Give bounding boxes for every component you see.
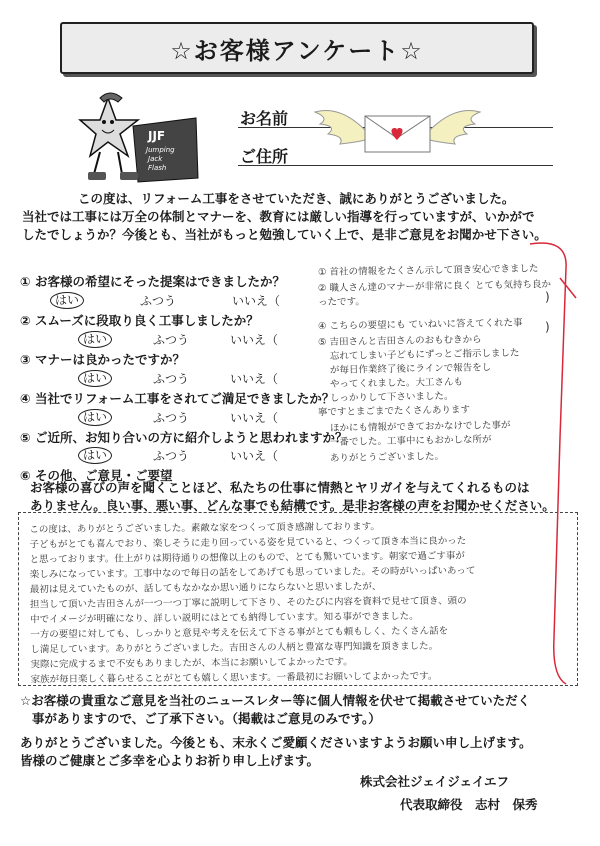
logo-text-flash: Flash	[148, 164, 167, 172]
comment-line: し満足しています。ありがとうございました。吉田さんの人柄と豊富な専門知識を頂きました。	[30, 640, 439, 656]
comment-line: 子どもがとても喜んでおり、楽しそうに走り回っている姿を見ていると、つくって頂き本当に良かった	[29, 535, 467, 551]
handwritten-answer-6b: ほかにも情報ができておかなけでした事が	[329, 419, 511, 435]
comment-line: 担当して頂いた吉田さんが一つ一つ丁寧に説明して下さり、そのたびに内容を資料で見せて頂き、頭の	[29, 595, 467, 611]
question-4-normal[interactable]: ふつう	[152, 411, 189, 425]
address-label: ご住所	[240, 147, 289, 166]
question-3-no[interactable]: いいえ（	[229, 372, 278, 386]
thanks-line-2: 皆様のご健康とご多幸を心よりお祈り申し上げます。	[20, 753, 320, 768]
handwritten-answer-5a: ⑤ 吉田さんと吉田さんのおもむきから	[317, 334, 482, 349]
logo-text-jumping: Jumping	[146, 146, 175, 154]
comment-line: 一方の要望に対しても、しっかりと意見や考えを伝えて下さる事がとても頼もしく、たくさん話を	[30, 625, 449, 641]
handwritten-answer-6c: 一番でした。工事中にもおかしな所が	[329, 434, 492, 449]
question-2-text: スムーズに段取り良く工事しましたか？	[34, 313, 259, 328]
comment-line: 楽しみになっています。工事中なので毎日の話をしてあげても思っていました。その時がいっぱいあって	[29, 565, 476, 581]
comment-line: と思っております。仕上がりは期待通りの想像以上のもので、とても驚いています。朝家で過ごす事が	[29, 550, 465, 566]
question-1-options	[50, 292, 280, 309]
handwritten-answer-5b: 忘れてしまい子どもにずっとご指示しました	[329, 347, 520, 363]
handwritten-answer-2: ② 職人さん達のマナーが非常に良く とても気持ち良かったです。	[317, 279, 552, 309]
jjf-mascot-logo	[78, 86, 208, 191]
question-4-yes[interactable]: はい	[78, 409, 112, 426]
question-3-options	[78, 370, 278, 387]
other-intro-line-2: ありません。良い事、悪い事、どんな事でも結構です。是非お客様の声をお聞かせください。	[30, 498, 555, 513]
question-5-options	[78, 447, 278, 464]
question-5	[20, 428, 347, 446]
question-4-number: ④	[20, 391, 31, 406]
question-1-text: お客様の希望にそった提案はできましたか？	[34, 274, 285, 289]
handwritten-answer-5c: が毎日作業終了後にラインで報告をし	[329, 362, 492, 377]
question-4-no[interactable]: いいえ（	[229, 411, 278, 425]
other-intro-line-1: お客様の喜びの声を聞くことほど、私たちの仕事に情熱とヤリガイを与えてくれるものは	[30, 480, 530, 495]
handwritten-answer-6a: 寧ですとまごまでたくさんあります	[317, 404, 471, 419]
question-1-normal[interactable]: ふつう	[139, 294, 176, 308]
question-1	[20, 272, 285, 290]
question-2-options	[78, 331, 278, 348]
comment-line: 家族が毎日楽しく暮らせることがとても嬉しく思います。一番最初にお願いしてよかったです。	[30, 670, 438, 686]
question-6-number: ⑥	[20, 468, 31, 483]
notice-line-1: ☆お客様の貴重なご意見を当社のニュースレター等に個人情報を伏せて掲載させていただく	[20, 693, 531, 708]
comment-line: この度は、ありがとうございました。素敵な家をつくって頂き感謝しております。	[29, 521, 380, 536]
question-4	[20, 389, 334, 407]
notice-line-2: 事がありますので、ご了承下さい。（掲載はご意見のみです。）	[32, 711, 381, 726]
handwritten-answer-4: ④ こちらの要望にも ていねいに答えてくれた事	[317, 317, 523, 333]
name-label: お名前	[240, 109, 289, 128]
handwritten-answer-5e: しっかりして下さいました。	[329, 390, 454, 405]
question-2-number: ②	[20, 313, 31, 328]
question-2	[20, 311, 259, 329]
representative-name: 代表取締役 志村 保秀	[400, 797, 538, 812]
thanks-line-1: ありがとうございました。今後とも、末永くご愛顧くださいますようお願い申し上げます。	[20, 735, 532, 750]
bracket-close: )	[545, 290, 550, 304]
handwritten-answer-6d: ありがとうございました。	[329, 451, 445, 465]
intro-line-2: 当社では工事には万全の体制とマナーを、教育には厳しい指導を行っていますが、いかがで	[22, 209, 535, 224]
handwritten-answer-1: ① 首社の情報をたくさん示して頂き安心できました	[317, 263, 539, 279]
intro-line-3: したでしょうか？今後とも、当社がもっと勉強していく上で、是非ご意見をお聞かせ下さい。	[22, 227, 547, 242]
title-banner	[60, 22, 534, 74]
comment-line: 実際に完成するまで不安もありましたが、本当にお願いしてよかったです。	[30, 656, 353, 671]
question-2-no[interactable]: いいえ（	[229, 333, 278, 347]
question-5-no[interactable]: いいえ（	[229, 449, 278, 463]
question-5-normal[interactable]: ふつう	[152, 449, 189, 463]
question-5-text: ご近所、お知り合いの方に紹介しようと思われますか？	[34, 430, 348, 445]
question-5-yes[interactable]: はい	[78, 447, 112, 464]
logo-text-jack: Jack	[148, 155, 163, 163]
question-3-yes[interactable]: はい	[78, 370, 112, 387]
thanks-text	[20, 734, 590, 770]
comment-line: 最初は見えていたものが、話してもなかなか思い通りにならないと思いましたが、	[29, 581, 382, 596]
question-1-number: ①	[20, 274, 31, 289]
bracket-close: )	[545, 320, 550, 334]
question-2-normal[interactable]: ふつう	[152, 333, 189, 347]
question-3-number: ③	[20, 352, 31, 367]
question-4-text: 当社でリフォーム工事をされてご満足できましたか？	[34, 391, 335, 406]
address-field-line[interactable]	[238, 165, 553, 166]
question-3-text: マナーは良かったですか？	[34, 352, 185, 367]
question-4-options	[78, 409, 278, 426]
question-2-yes[interactable]: はい	[78, 331, 112, 348]
company-name: 株式会社ジェイジェイエフ	[360, 774, 510, 789]
comment-line: 中でイメージが明確になり、詳しい説明にはとても納得しています。知る事ができました。	[30, 610, 419, 626]
winged-envelope-icon	[310, 100, 485, 160]
question-3	[20, 350, 185, 368]
question-3-normal[interactable]: ふつう	[152, 372, 189, 386]
handwritten-answer-5d: やってくれました。大工さんも	[329, 376, 464, 391]
logo-text-jjf: JJF	[148, 129, 166, 143]
intro-text	[22, 190, 582, 244]
question-1-no[interactable]: いいえ（	[231, 294, 280, 308]
question-5-number: ⑤	[20, 430, 31, 445]
page-title: ☆お客様アンケート☆	[170, 36, 424, 65]
red-bracket-annotation	[470, 238, 580, 690]
question-1-yes[interactable]: はい	[50, 292, 84, 309]
notice-text	[20, 692, 590, 728]
intro-line-1: この度は、リフォーム工事をさせていただき、誠にありがとうございました。	[78, 191, 515, 206]
question-6-text: その他、ご意見・ご要望	[34, 468, 173, 483]
